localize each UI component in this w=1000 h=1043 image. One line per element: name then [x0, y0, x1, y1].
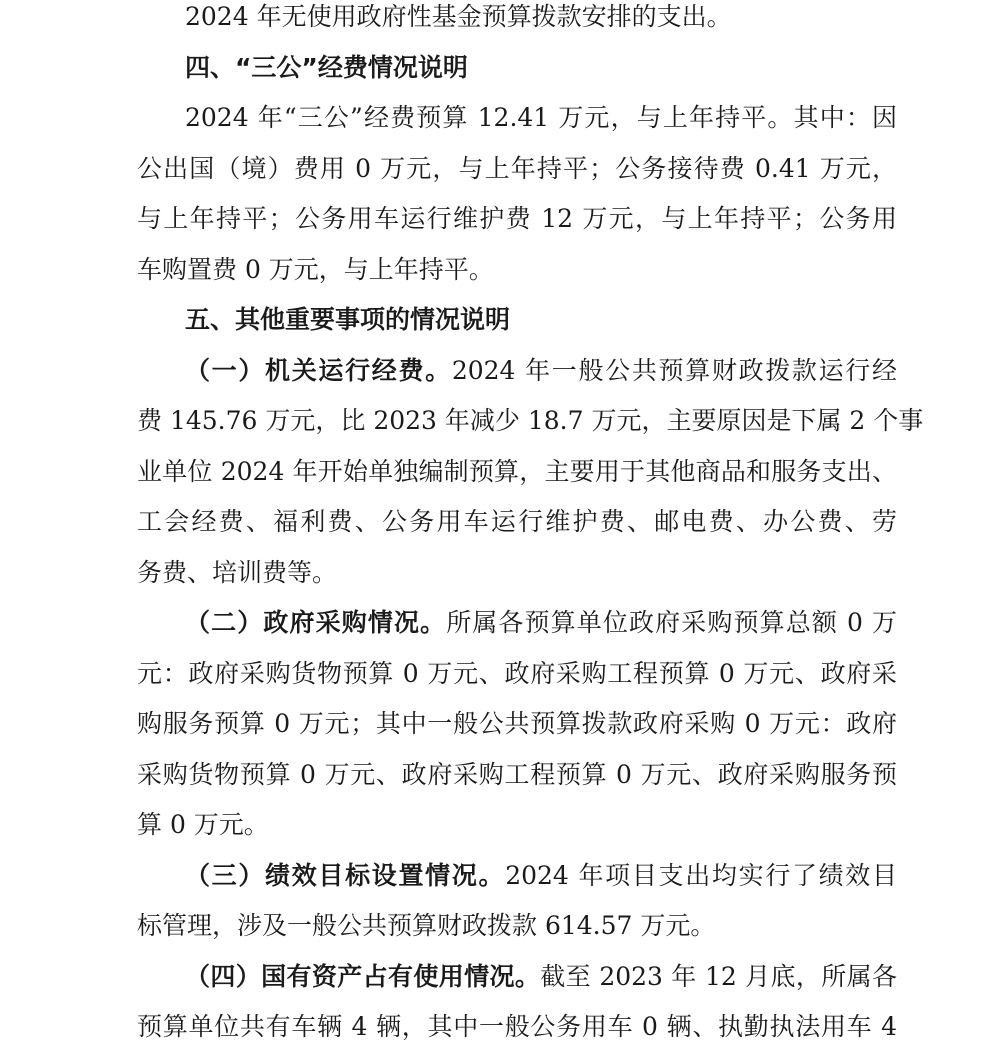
paragraph-text: 2024 年一般公共预算财政拨款运行经 — [451, 356, 897, 385]
subhead-performance-goals: （三）绩效目标设置情况。 — [185, 861, 506, 890]
paragraph-line: 与上年持平；公务用车运行维护费 12 万元，与上年持平；公务用 — [137, 204, 897, 233]
paragraph-text: 截至 2023 年 12 月底，所属各 — [540, 962, 897, 991]
paragraph-line: 费 145.76 万元，比 2023 年减少 18.7 万元，主要原因是下属 2 个事 — [137, 406, 924, 435]
paragraph-line: 2024 年无使用政府性基金预算拨款安排的支出。 — [185, 2, 732, 31]
subhead-operating-expenses: （一）机关运行经费。 — [185, 356, 452, 385]
paragraph-text: 所属各预算单位政府采购预算总额 0 万 — [446, 608, 897, 637]
paragraph-line-with-subhead — [185, 962, 897, 992]
section-heading-four: 四、“三公”经费情况说明 — [185, 53, 468, 82]
subhead-state-assets: （四）国有资产占有使用情况。 — [185, 962, 541, 991]
paragraph-line-with-subhead — [185, 861, 897, 891]
paragraph-text: 2024 年项目支出均实行了绩效目 — [505, 861, 897, 890]
section-heading-five: 五、其他重要事项的情况说明 — [185, 305, 511, 334]
paragraph-line-with-subhead — [185, 608, 897, 638]
paragraph-line: 预算单位共有车辆 4 辆，其中一般公务用车 0 辆、执勤执法用车 4 — [137, 1012, 897, 1041]
paragraph-line: 公出国（境）费用 0 万元，与上年持平；公务接待费 0.41 万元， — [137, 154, 897, 183]
paragraph-line: 务费、培训费等。 — [137, 558, 338, 587]
paragraph-line: 标管理，涉及一般公共预算财政拨款 614.57 万元。 — [137, 911, 716, 940]
paragraph-line: 车购置费 0 万元，与上年持平。 — [137, 255, 494, 284]
paragraph-line-with-subhead — [185, 356, 897, 386]
paragraph-line: 工会经费、福利费、公务用车运行维护费、邮电费、办公费、劳 — [137, 507, 897, 536]
paragraph-line: 业单位 2024 年开始单独编制预算，主要用于其他商品和服务支出、 — [137, 457, 897, 486]
paragraph-line: 2024 年“三公”经费预算 12.41 万元，与上年持平。其中：因 — [185, 103, 897, 132]
paragraph-line: 采购货物预算 0 万元、政府采购工程预算 0 万元、政府采购服务预 — [137, 760, 897, 789]
paragraph-line: 算 0 万元。 — [137, 810, 269, 839]
subhead-government-procurement: （二）政府采购情况。 — [185, 608, 447, 637]
paragraph-line: 元：政府采购货物预算 0 万元、政府采购工程预算 0 万元、政府采 — [137, 659, 897, 688]
paragraph-line: 购服务预算 0 万元；其中一般公共预算拨款政府采购 0 万元：政府 — [137, 709, 897, 738]
